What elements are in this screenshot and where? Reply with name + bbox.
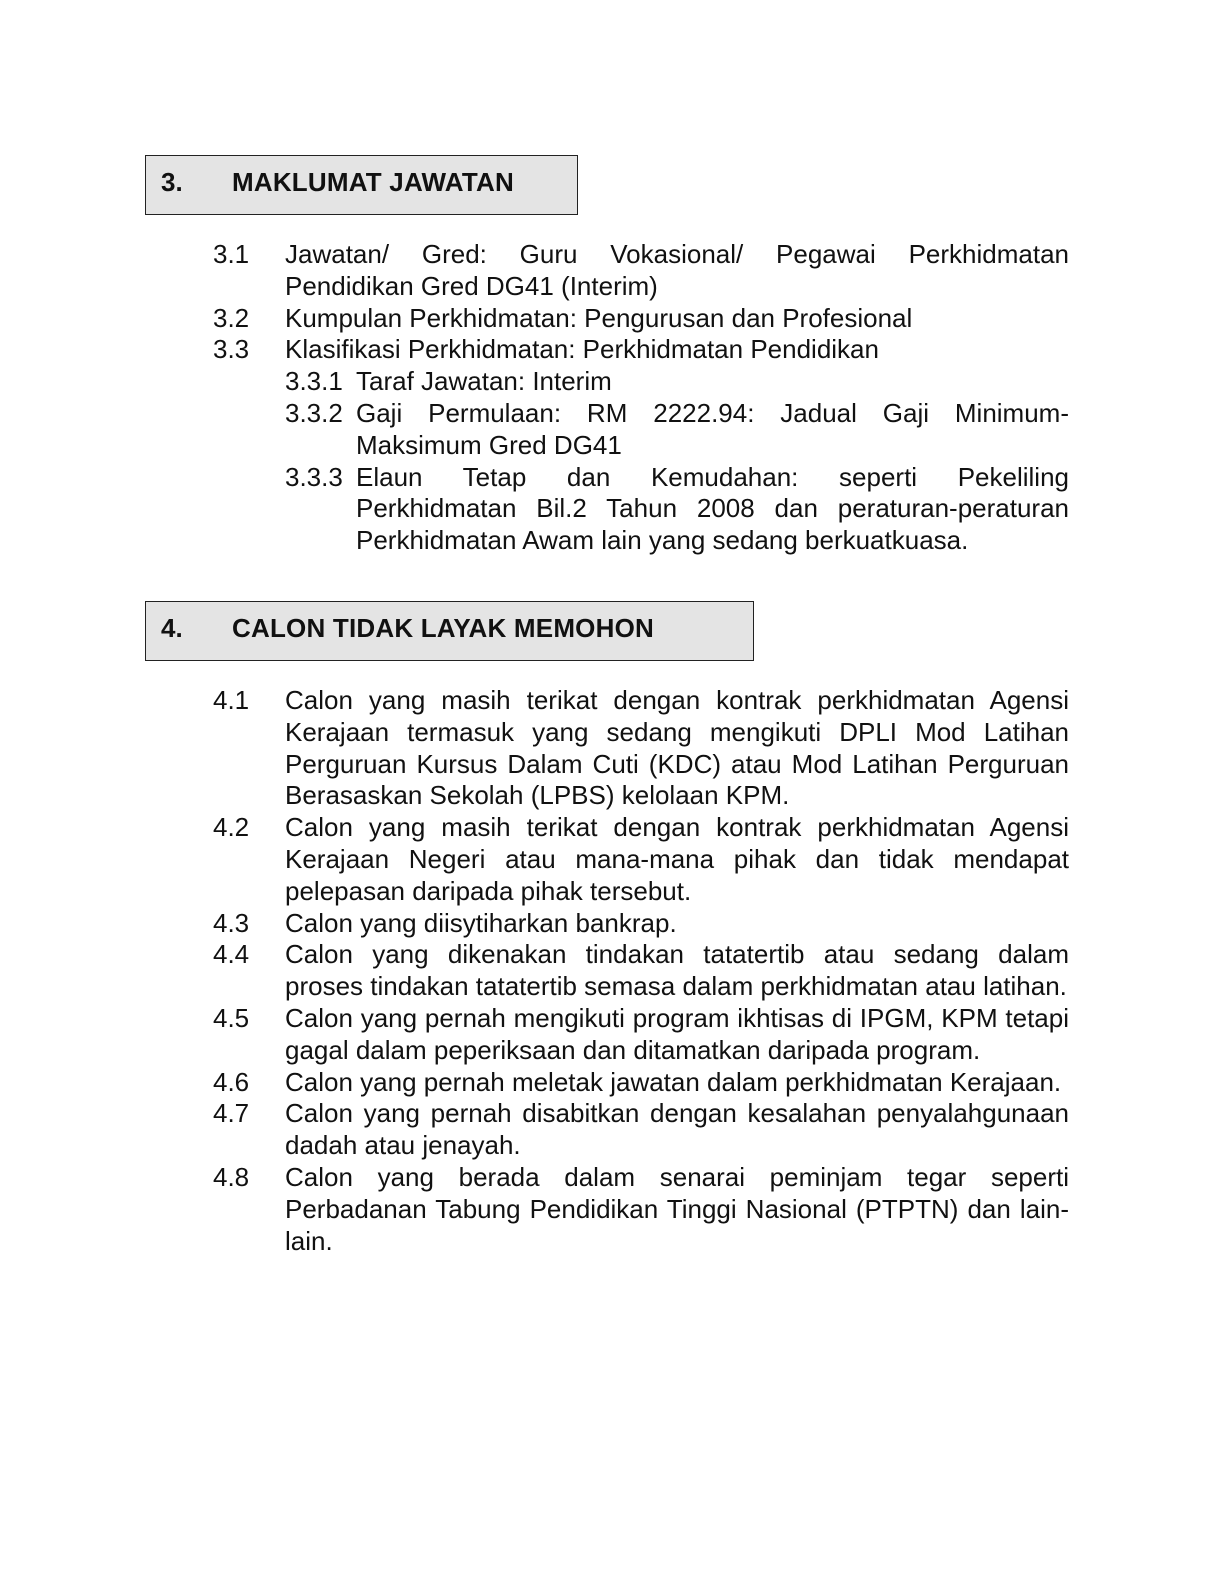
section-3-title: MAKLUMAT JAWATAN bbox=[232, 167, 514, 197]
subitem-number: 3.3.3 bbox=[285, 461, 343, 492]
item-text: Calon yang dikenakan tindakan tatatertib atau sedang dalam proses tindakan tatatertib semasa dalam perkhidmatan atau latihan. bbox=[285, 939, 1069, 1002]
section-3-number: 3. bbox=[161, 167, 183, 197]
list-item-4-6 bbox=[213, 1067, 1069, 1099]
list-item-4-7 bbox=[213, 1098, 1069, 1162]
list-item-3-2 bbox=[213, 303, 1069, 335]
subitem-text: Elaun Tetap dan Kemudahan: seperti Pekeliling Perkhidmatan Bil.2 Tahun 2008 dan peraturan-peraturan Perkhidmatan Awam lain yang sedang berkuatkuasa. bbox=[356, 461, 1069, 556]
list-item-4-4 bbox=[213, 939, 1069, 1003]
list-item-4-1 bbox=[213, 685, 1069, 812]
item-number: 4.2 bbox=[213, 812, 250, 843]
item-number: 4.5 bbox=[213, 1002, 250, 1033]
section-4-heading-box bbox=[145, 601, 754, 661]
subitem-text: Taraf Jawatan: Interim bbox=[356, 366, 612, 397]
subitem-text: Gaji Permulaan: RM 2222.94: Jadual Gaji Minimum-Maksimum Gred DG41 bbox=[356, 397, 1069, 460]
section-3-heading-box bbox=[145, 155, 578, 215]
item-number: 3.2 bbox=[213, 302, 250, 333]
list-item-3-1 bbox=[213, 239, 1069, 303]
list-item-3-3-1 bbox=[285, 366, 1069, 398]
item-number: 4.7 bbox=[213, 1098, 250, 1129]
item-text: Jawatan/ Gred: Guru Vokasional/ Pegawai Perkhidmatan Pendidikan Gred DG41 (Interim) bbox=[285, 239, 1069, 301]
item-number: 4.6 bbox=[213, 1066, 250, 1097]
item-text: Calon yang pernah mengikuti program ikhtisas di IPGM, KPM tetapi gagal dalam peperiksaan dan ditamatkan daripada program. bbox=[285, 1002, 1069, 1065]
item-number: 4.4 bbox=[213, 939, 250, 970]
subitem-number: 3.3.1 bbox=[285, 366, 343, 397]
item-text: Calon yang pernah disabitkan dengan kesalahan penyalahgunaan dadah atau jenayah. bbox=[285, 1098, 1069, 1161]
item-number: 4.8 bbox=[213, 1161, 250, 1192]
list-item-4-3 bbox=[213, 908, 1069, 940]
item-text: Calon yang pernah meletak jawatan dalam perkhidmatan Kerajaan. bbox=[285, 1066, 1062, 1097]
list-item-3-3-3 bbox=[285, 462, 1069, 557]
list-item-3-3 bbox=[213, 334, 1069, 366]
item-number: 4.1 bbox=[213, 685, 250, 715]
item-text: Calon yang diisytiharkan bankrap. bbox=[285, 907, 677, 938]
item-number: 3.3 bbox=[213, 334, 250, 365]
section-3-list bbox=[213, 239, 1069, 557]
list-item-4-2 bbox=[213, 812, 1069, 907]
section-4-list bbox=[213, 685, 1069, 1257]
section-4-number: 4. bbox=[161, 613, 183, 643]
list-item-3-3-2 bbox=[285, 398, 1069, 462]
item-text: Calon yang masih terikat dengan kontrak perkhidmatan Agensi Kerajaan Negeri atau mana-mana pihak dan tidak mendapat pelepasan daripada pihak tersebut. bbox=[285, 812, 1069, 906]
subitem-number: 3.3.2 bbox=[285, 397, 343, 428]
item-text: Calon yang masih terikat dengan kontrak perkhidmatan Agensi Kerajaan termasuk yang sedang mengikuti DPLI Mod Latihan Perguruan Kursus Dalam Cuti (KDC) atau Mod Latihan Perguruan Berasaskan Sekolah (LPBS) kelolaan KPM. bbox=[285, 685, 1069, 811]
list-item-4-8 bbox=[213, 1162, 1069, 1257]
item-text: Klasifikasi Perkhidmatan: Perkhidmatan Pendidikan bbox=[285, 334, 879, 365]
item-text: Calon yang berada dalam senarai peminjam tegar seperti Perbadanan Tabung Pendidikan Tinggi Nasional (PTPTN) dan lain-lain. bbox=[285, 1161, 1069, 1256]
list-item-4-5 bbox=[213, 1003, 1069, 1067]
section-4-title: CALON TIDAK LAYAK MEMOHON bbox=[232, 613, 654, 643]
item-number: 4.3 bbox=[213, 907, 250, 938]
item-text: Kumpulan Perkhidmatan: Pengurusan dan Profesional bbox=[285, 302, 913, 333]
item-number: 3.1 bbox=[213, 239, 250, 269]
